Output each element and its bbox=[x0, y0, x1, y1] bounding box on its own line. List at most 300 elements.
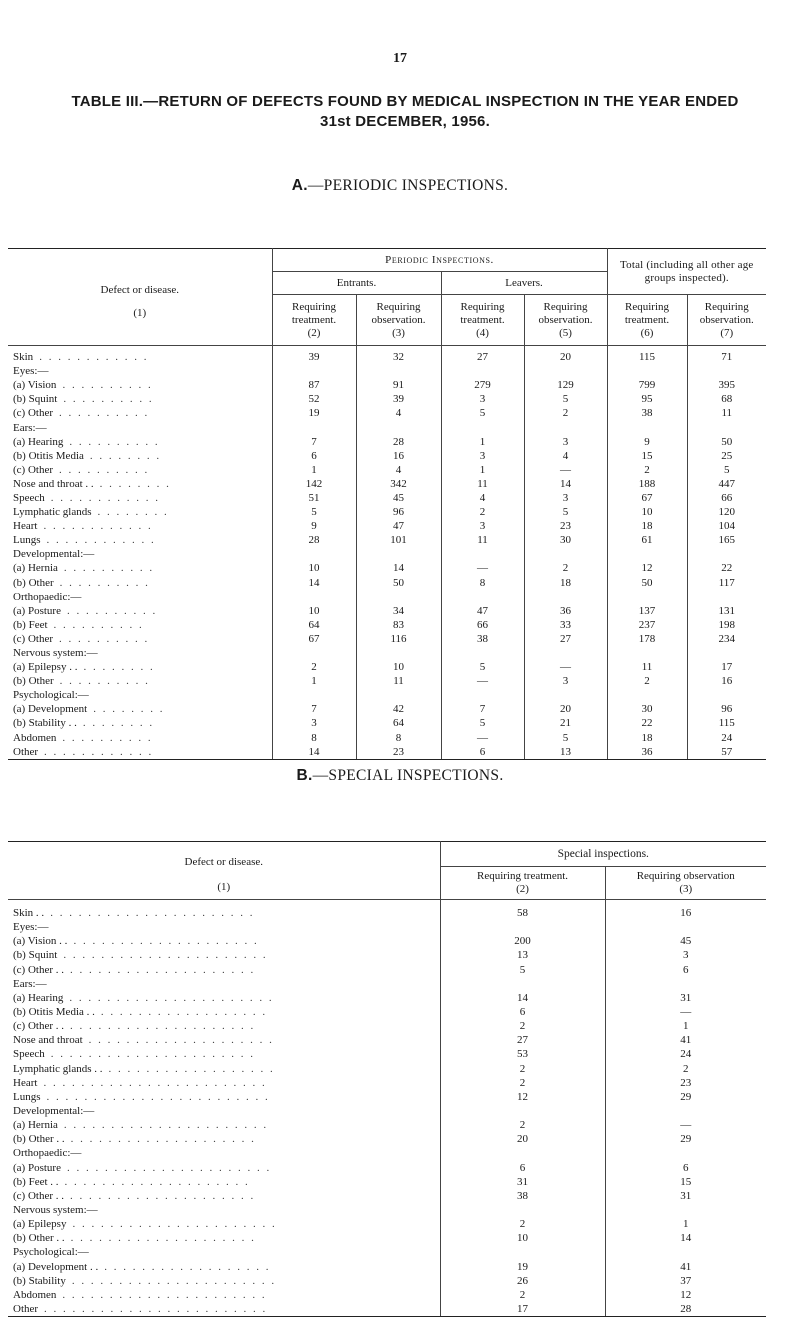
cell-col-6: 95 bbox=[607, 392, 687, 406]
table-row bbox=[8, 604, 766, 618]
cell-col-2: 142 bbox=[272, 477, 356, 491]
cell-col-4: 11 bbox=[441, 533, 524, 547]
row-label-text: (b) Feet . . bbox=[13, 1175, 59, 1188]
cell-col-7: 117 bbox=[687, 576, 766, 590]
cell-col-3: 6 bbox=[605, 1161, 766, 1175]
cell-col-3: 23 bbox=[356, 745, 441, 760]
row-label bbox=[8, 934, 440, 948]
section-a-letter: A. bbox=[291, 177, 308, 194]
table-row bbox=[8, 364, 766, 378]
row-label bbox=[8, 618, 272, 632]
row-label bbox=[8, 1033, 440, 1047]
cell-col-7 bbox=[687, 590, 766, 604]
cell-col-7: 120 bbox=[687, 505, 766, 519]
cell-col-5: 36 bbox=[524, 604, 607, 618]
cell-col-3 bbox=[605, 1146, 766, 1160]
cell-col-2: 19 bbox=[440, 1260, 605, 1274]
row-label bbox=[8, 1288, 440, 1302]
cell-col-4: 4 bbox=[441, 491, 524, 505]
row-label-text: Other bbox=[13, 745, 39, 758]
cell-col-3: 101 bbox=[356, 533, 441, 547]
table-row bbox=[8, 1203, 766, 1217]
cell-col-5: 30 bbox=[524, 533, 607, 547]
row-label bbox=[8, 1302, 440, 1317]
cell-col-3 bbox=[356, 547, 441, 561]
cell-col-3: 24 bbox=[605, 1047, 766, 1061]
cell-col-4 bbox=[441, 364, 524, 378]
cell-col-3: 11 bbox=[356, 674, 441, 688]
cell-col-3 bbox=[356, 688, 441, 702]
cell-col-2 bbox=[440, 920, 605, 934]
leavers-header: Leavers. bbox=[441, 272, 607, 295]
cell-col-3: 37 bbox=[605, 1274, 766, 1288]
cell-col-3: 6 bbox=[605, 963, 766, 977]
cell-col-2 bbox=[272, 688, 356, 702]
row-label bbox=[8, 1090, 440, 1104]
row-label bbox=[8, 561, 272, 575]
cell-col-4: 2 bbox=[441, 505, 524, 519]
cell-col-3: 4 bbox=[356, 406, 441, 420]
b-col-3-header bbox=[605, 867, 766, 900]
cell-col-2: 2 bbox=[272, 660, 356, 674]
row-label bbox=[8, 406, 272, 420]
cell-col-6: 237 bbox=[607, 618, 687, 632]
cell-col-2: 2 bbox=[440, 1217, 605, 1231]
table-row bbox=[8, 406, 766, 420]
table-row bbox=[8, 632, 766, 646]
cell-col-7: 104 bbox=[687, 519, 766, 533]
leader-dots: . . . . . . . . . . . . . . . . . . . . bbox=[70, 963, 256, 976]
cell-col-6: 12 bbox=[607, 561, 687, 575]
table-row bbox=[8, 1132, 766, 1146]
cell-col-3: 28 bbox=[356, 435, 441, 449]
col-5-number: (5) bbox=[559, 326, 572, 339]
b-col-2-label: Requiring treatment. bbox=[476, 870, 569, 882]
cell-col-7: 24 bbox=[687, 731, 766, 745]
cell-col-7: 22 bbox=[687, 561, 766, 575]
table-row bbox=[8, 731, 766, 745]
special-inspections-table bbox=[8, 841, 766, 1317]
cell-col-6: 18 bbox=[607, 519, 687, 533]
leader-dots: . . . . . . . . . . . . . . . . . . . . . . bbox=[72, 1218, 277, 1231]
cell-col-6: 2 bbox=[607, 463, 687, 477]
cell-col-2: 6 bbox=[440, 1005, 605, 1019]
cell-col-3: — bbox=[605, 1005, 766, 1019]
cell-col-4: — bbox=[441, 731, 524, 745]
row-label bbox=[8, 1132, 440, 1146]
cell-col-3: 47 bbox=[356, 519, 441, 533]
table-row bbox=[8, 618, 766, 632]
cell-col-2 bbox=[272, 646, 356, 660]
cell-col-3: 96 bbox=[356, 505, 441, 519]
cell-col-3 bbox=[356, 420, 441, 434]
cell-col-5: 3 bbox=[524, 491, 607, 505]
cell-col-4: 1 bbox=[441, 463, 524, 477]
table-row bbox=[8, 674, 766, 688]
table-row bbox=[8, 378, 766, 392]
cell-col-3: 64 bbox=[356, 716, 441, 730]
cell-col-2: 67 bbox=[272, 632, 356, 646]
cell-col-2: 1 bbox=[272, 674, 356, 688]
cell-col-3: — bbox=[605, 1118, 766, 1132]
cell-col-2 bbox=[272, 590, 356, 604]
leader-dots: . . . . . . . . . . bbox=[62, 731, 153, 744]
leader-dots: . . . . . . . . . . . . . . . . . . bbox=[108, 1062, 275, 1075]
b-defect-header-label: Defect or disease. bbox=[184, 855, 263, 868]
total-header-label: Total (including all other age groups inspected). bbox=[619, 258, 754, 284]
leader-dots: . . . . . . . . . . . . . . . . . . . . bbox=[73, 935, 259, 948]
cell-col-4: 279 bbox=[441, 378, 524, 392]
col-6-header bbox=[607, 295, 687, 346]
cell-col-5: 2 bbox=[524, 406, 607, 420]
cell-col-7: 71 bbox=[687, 346, 766, 365]
row-label-text: (a) Vision bbox=[13, 379, 57, 392]
row-label bbox=[8, 1118, 440, 1132]
b-col-1-label: (1) bbox=[217, 880, 231, 893]
cell-col-4: 5 bbox=[441, 660, 524, 674]
cell-col-4 bbox=[441, 646, 524, 660]
cell-col-2: 28 bbox=[272, 533, 356, 547]
row-label bbox=[8, 1019, 440, 1033]
cell-col-3: 50 bbox=[356, 576, 441, 590]
cell-col-6: 30 bbox=[607, 702, 687, 716]
b-col-2-number: (2) bbox=[516, 883, 529, 895]
table-row bbox=[8, 1189, 766, 1203]
row-label bbox=[8, 1189, 440, 1203]
cell-col-5 bbox=[524, 547, 607, 561]
cell-col-6: 188 bbox=[607, 477, 687, 491]
row-label bbox=[8, 1175, 440, 1189]
row-label bbox=[8, 716, 272, 730]
defect-header bbox=[8, 249, 272, 346]
leader-dots: . . . . . . . . . . . . . . . . . . . . bbox=[88, 1034, 274, 1047]
row-label bbox=[8, 991, 440, 1005]
cell-col-2: 31 bbox=[440, 1175, 605, 1189]
row-label bbox=[8, 646, 272, 660]
cell-col-5: 20 bbox=[524, 346, 607, 365]
cell-col-2: 19 bbox=[272, 406, 356, 420]
col-6-number: (6) bbox=[640, 326, 654, 339]
cell-col-5: 23 bbox=[524, 519, 607, 533]
cell-col-4: 66 bbox=[441, 618, 524, 632]
leader-dots: . . . . . . . . . . bbox=[53, 618, 144, 631]
row-label-text: Abdomen bbox=[13, 1288, 57, 1301]
row-label-text: Skin . . bbox=[13, 907, 45, 920]
cell-col-6: 10 bbox=[607, 505, 687, 519]
cell-col-5: 21 bbox=[524, 716, 607, 730]
cell-col-5: 27 bbox=[524, 632, 607, 646]
cell-col-4 bbox=[441, 590, 524, 604]
row-label bbox=[8, 1245, 440, 1259]
table-row bbox=[8, 646, 766, 660]
table-row bbox=[8, 1231, 766, 1245]
cell-col-2: 10 bbox=[440, 1231, 605, 1245]
cell-col-2: 58 bbox=[440, 900, 605, 921]
col-2-label: Requiring treatment. bbox=[291, 300, 337, 326]
leader-dots: . . . . . . . . . . . . . . . . . . . . bbox=[70, 1232, 256, 1245]
row-label bbox=[8, 963, 440, 977]
b-col-3-label: Requiring observation bbox=[636, 870, 735, 882]
cell-col-5: 5 bbox=[524, 392, 607, 406]
cell-col-6 bbox=[607, 590, 687, 604]
col-5-label: Requiring observation. bbox=[538, 300, 593, 326]
row-label bbox=[8, 688, 272, 702]
table-row bbox=[8, 505, 766, 519]
row-label bbox=[8, 477, 272, 491]
col-3-label: Requiring observation. bbox=[371, 300, 426, 326]
leader-dots: . . . . . . . . . . . . . . . . . . . . . . . . bbox=[44, 1303, 268, 1315]
cell-col-5: 20 bbox=[524, 702, 607, 716]
row-label bbox=[8, 674, 272, 688]
row-label-text: (b) Other . . bbox=[13, 1133, 65, 1146]
cell-col-5 bbox=[524, 688, 607, 702]
table-row bbox=[8, 1076, 766, 1090]
row-label bbox=[8, 745, 272, 760]
b-defect-header bbox=[8, 842, 440, 900]
cell-col-4: 3 bbox=[441, 392, 524, 406]
cell-col-7: 57 bbox=[687, 745, 766, 760]
cell-col-4 bbox=[441, 547, 524, 561]
table-row bbox=[8, 1104, 766, 1118]
cell-col-6: 67 bbox=[607, 491, 687, 505]
col-3-header bbox=[356, 295, 441, 346]
row-label-text: (b) Stability . . bbox=[13, 717, 77, 730]
cell-col-7 bbox=[687, 688, 766, 702]
cell-col-2: 2 bbox=[440, 1076, 605, 1090]
cell-col-2: 53 bbox=[440, 1047, 605, 1061]
table-row bbox=[8, 590, 766, 604]
table-row bbox=[8, 491, 766, 505]
cell-col-2: 9 bbox=[272, 519, 356, 533]
cell-col-2: 64 bbox=[272, 618, 356, 632]
row-label bbox=[8, 1274, 440, 1288]
cell-col-2 bbox=[440, 977, 605, 991]
table-row bbox=[8, 900, 766, 921]
cell-col-3: 3 bbox=[605, 948, 766, 962]
cell-col-2: 7 bbox=[272, 435, 356, 449]
cell-col-3: 4 bbox=[356, 463, 441, 477]
cell-col-7: 165 bbox=[687, 533, 766, 547]
cell-col-7 bbox=[687, 547, 766, 561]
row-label-text: Heart bbox=[13, 1076, 38, 1089]
table-row bbox=[8, 1175, 766, 1189]
cell-col-7 bbox=[687, 420, 766, 434]
cell-col-7 bbox=[687, 646, 766, 660]
cell-col-3: 29 bbox=[605, 1132, 766, 1146]
leader-dots: . . . . . . . . . . . . . . . . . . bbox=[100, 1006, 268, 1019]
table-row bbox=[8, 963, 766, 977]
cell-col-3 bbox=[605, 1245, 766, 1259]
cell-col-5: — bbox=[524, 660, 607, 674]
table-row bbox=[8, 463, 766, 477]
row-label-text: (a) Hernia bbox=[13, 562, 58, 575]
cell-col-3: 342 bbox=[356, 477, 441, 491]
cell-col-3: 45 bbox=[605, 934, 766, 948]
row-label bbox=[8, 731, 272, 745]
cell-col-5: 3 bbox=[524, 674, 607, 688]
cell-col-2: 20 bbox=[440, 1132, 605, 1146]
table-row bbox=[8, 420, 766, 434]
row-label-text: (c) Other bbox=[13, 463, 54, 476]
cell-col-6: 50 bbox=[607, 576, 687, 590]
cell-col-7: 5 bbox=[687, 463, 766, 477]
cell-col-6: 2 bbox=[607, 674, 687, 688]
row-label-text: (a) Posture bbox=[13, 604, 61, 617]
cell-col-5 bbox=[524, 646, 607, 660]
cell-col-3: 31 bbox=[605, 1189, 766, 1203]
row-label-text: Lungs bbox=[13, 1090, 41, 1103]
leader-dots: . . . . . . . . . . . . . . . . . . . . bbox=[70, 1133, 256, 1146]
row-label-text: Developmental:— bbox=[13, 548, 95, 561]
cell-col-5: 13 bbox=[524, 745, 607, 760]
table-row bbox=[8, 920, 766, 934]
cell-col-5: 5 bbox=[524, 505, 607, 519]
leader-dots: . . . . . . . . bbox=[93, 703, 165, 716]
table-row bbox=[8, 1118, 766, 1132]
cell-col-4: 8 bbox=[441, 576, 524, 590]
cell-col-2: 14 bbox=[272, 745, 356, 760]
row-label bbox=[8, 1217, 440, 1231]
row-label-text: (a) Vision . . bbox=[13, 935, 68, 948]
row-label-text: Skin bbox=[13, 351, 34, 364]
table-row bbox=[8, 1019, 766, 1033]
col-3-number: (3) bbox=[392, 326, 405, 339]
col-5-header bbox=[524, 295, 607, 346]
row-label bbox=[8, 660, 272, 674]
cell-col-5: 129 bbox=[524, 378, 607, 392]
cell-col-6: 11 bbox=[607, 660, 687, 674]
cell-col-2: 27 bbox=[440, 1033, 605, 1047]
leader-dots: . . . . . . . . . . bbox=[69, 435, 160, 448]
table-row bbox=[8, 1217, 766, 1231]
table-row bbox=[8, 435, 766, 449]
cell-col-7: 96 bbox=[687, 702, 766, 716]
cell-col-3: 1 bbox=[605, 1019, 766, 1033]
row-label-text: (a) Hearing bbox=[13, 991, 64, 1004]
row-label bbox=[8, 533, 272, 547]
leader-dots: . . . . . . . . . . . . . . . . . . . . . . . . bbox=[46, 1090, 270, 1103]
row-label bbox=[8, 900, 440, 921]
col-2-header bbox=[272, 295, 356, 346]
cell-col-6: 36 bbox=[607, 745, 687, 760]
table-row bbox=[8, 533, 766, 547]
row-label-text: (b) Otitis Media . . bbox=[13, 1006, 95, 1019]
table-row bbox=[8, 745, 766, 760]
leader-dots: . . . . . . . . . . . . . . . . . . . . . . bbox=[69, 991, 274, 1004]
leader-dots: . . . . . . . . . . . . . . . . . . bbox=[104, 1260, 271, 1273]
cell-col-2: 17 bbox=[440, 1302, 605, 1317]
cell-col-5 bbox=[524, 420, 607, 434]
periodic-inspections-table bbox=[8, 248, 766, 760]
cell-col-3: 29 bbox=[605, 1090, 766, 1104]
table-row bbox=[8, 547, 766, 561]
cell-col-3: 28 bbox=[605, 1302, 766, 1317]
special-header: Special inspections. bbox=[440, 842, 766, 867]
cell-col-3: 45 bbox=[356, 491, 441, 505]
col-7-number: (7) bbox=[720, 326, 734, 339]
cell-col-3: 41 bbox=[605, 1260, 766, 1274]
row-label bbox=[8, 1104, 440, 1118]
cell-col-3 bbox=[605, 1104, 766, 1118]
row-label bbox=[8, 547, 272, 561]
row-label bbox=[8, 449, 272, 463]
cell-col-6 bbox=[607, 420, 687, 434]
cell-col-4: 5 bbox=[441, 406, 524, 420]
row-label bbox=[8, 1047, 440, 1061]
row-label-text: Heart bbox=[13, 520, 38, 533]
leader-dots: . . . . . . . . . . . . . . . . . . . . . . bbox=[50, 1048, 256, 1061]
cell-col-7: 115 bbox=[687, 716, 766, 730]
row-label-text: (b) Feet bbox=[13, 618, 48, 631]
row-label bbox=[8, 1076, 440, 1090]
col-6-label: Requiring treatment. bbox=[624, 300, 670, 326]
row-label bbox=[8, 519, 272, 533]
row-label bbox=[8, 1062, 440, 1076]
row-label bbox=[8, 420, 272, 434]
cell-col-2: 1 bbox=[272, 463, 356, 477]
cell-col-3: 83 bbox=[356, 618, 441, 632]
cell-col-7: 395 bbox=[687, 378, 766, 392]
cell-col-2: 7 bbox=[272, 702, 356, 716]
table-row bbox=[8, 1245, 766, 1259]
row-label bbox=[8, 977, 440, 991]
cell-col-3: 32 bbox=[356, 346, 441, 365]
row-label-text: Nose and throat bbox=[13, 1034, 83, 1047]
total-header bbox=[607, 249, 766, 295]
table-row bbox=[8, 977, 766, 991]
row-label bbox=[8, 632, 272, 646]
cell-col-6: 178 bbox=[607, 632, 687, 646]
cell-col-5: 18 bbox=[524, 576, 607, 590]
row-label-text: (c) Other . . bbox=[13, 963, 65, 976]
leader-dots: . . . . . . . . bbox=[99, 477, 171, 490]
table-row bbox=[8, 660, 766, 674]
table-row bbox=[8, 934, 766, 948]
cell-col-7: 131 bbox=[687, 604, 766, 618]
cell-col-7: 16 bbox=[687, 674, 766, 688]
table-row bbox=[8, 1005, 766, 1019]
row-label bbox=[8, 590, 272, 604]
cell-col-3: 2 bbox=[605, 1062, 766, 1076]
row-label bbox=[8, 702, 272, 716]
cell-col-5 bbox=[524, 590, 607, 604]
table-row bbox=[8, 449, 766, 463]
cell-col-5: 3 bbox=[524, 435, 607, 449]
row-label bbox=[8, 1146, 440, 1160]
row-label-text: Lymphatic glands . . bbox=[13, 1062, 103, 1075]
cell-col-2: 10 bbox=[272, 604, 356, 618]
section-b-letter: B. bbox=[296, 767, 313, 784]
cell-col-4 bbox=[441, 688, 524, 702]
col-4-header bbox=[441, 295, 524, 346]
cell-col-3: 10 bbox=[356, 660, 441, 674]
row-label-text: (b) Squint bbox=[13, 949, 58, 962]
cell-col-2 bbox=[272, 547, 356, 561]
cell-col-2: 2 bbox=[440, 1118, 605, 1132]
row-label-text: Other bbox=[13, 1303, 39, 1315]
cell-col-6: 115 bbox=[607, 346, 687, 365]
row-label-text: (a) Posture bbox=[13, 1161, 61, 1174]
row-label bbox=[8, 463, 272, 477]
cell-col-5: 33 bbox=[524, 618, 607, 632]
cell-col-3: 16 bbox=[605, 900, 766, 921]
table-row bbox=[8, 1062, 766, 1076]
cell-col-6 bbox=[607, 547, 687, 561]
cell-col-5 bbox=[524, 364, 607, 378]
row-label-text: Ears:— bbox=[13, 977, 47, 990]
row-label bbox=[8, 346, 272, 365]
cell-col-2: 200 bbox=[440, 934, 605, 948]
